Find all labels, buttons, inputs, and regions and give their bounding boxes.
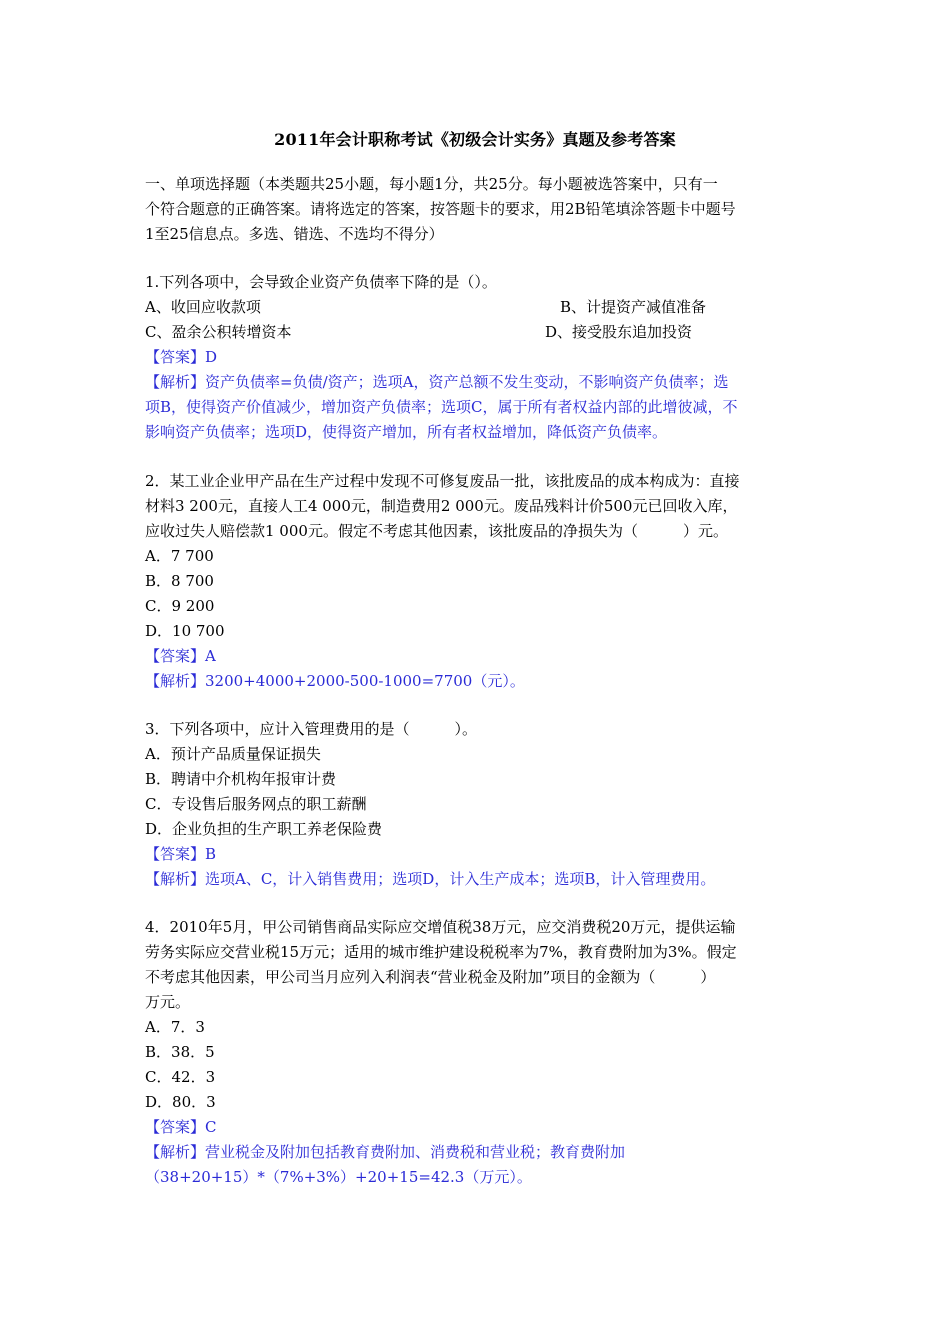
question-text: 材料3 200元，直接人工4 000元，制造费用2 000元。废品残料计价500元已回收入库， [145,497,738,515]
analysis-line: 【解析】资产负债率=负债/资产；选项A，资产总额不发生变动，不影响资产负债率；选 [145,373,729,391]
option-b: B．38．5 [145,1043,215,1061]
question-text: 劳务实际应交营业税15万元；适用的城市维护建设税税率为7%，教育费附加为3%。假定 [145,943,737,961]
option-b: B．8 700 [145,572,214,590]
question-text: 1.下列各项中，会导致企业资产负债率下降的是（）。 [145,273,497,291]
analysis-line: 影响资产负债率；选项D，使得资产增加，所有者权益增加，降低资产负债率。 [145,423,668,441]
analysis-line: 【解析】3200+4000+2000-500-1000=7700（元）。 [145,672,525,690]
section-intro-line: 一、单项选择题（本类题共25小题，每小题1分，共25分。每小题被选答案中，只有一 [145,175,718,193]
answer: 【答案】A [145,647,216,665]
option-c: C．9 200 [145,597,215,615]
question-text: 3．下列各项中，应计入管理费用的是（ ）。 [145,720,478,738]
analysis-line: 【解析】选项A、C，计入销售费用；选项D，计入生产成本；选项B，计入管理费用。 [145,870,716,888]
question-4 [145,915,815,1190]
option-d: D．企业负担的生产职工养老保险费 [145,820,383,838]
analysis-line: （38+20+15）*（7%+3%）+20+15=42.3（万元）。 [145,1168,532,1186]
section-intro-line: 个符合题意的正确答案。请将选定的答案，按答题卡的要求，用2B铅笔填涂答题卡中题号 [145,200,736,218]
analysis-line: 项B，使得资产价值减少，增加资产负债率；选项C，属于所有者权益内部的此增彼减，不 [145,398,738,416]
option-d: D．10 700 [145,622,225,640]
question-text: 4．2010年5月，甲公司销售商品实际应交增值税38万元，应交消费税20万元，提供运输 [145,918,736,936]
question-3 [145,717,815,892]
question-text: 应收过失人赔偿款1 000元。假定不考虑其他因素，该批废品的净损失为（ ）元。 [145,522,728,540]
question-text: 2．某工业企业甲产品在生产过程中发现不可修复废品一批，该批废品的成本构成为：直接 [145,472,740,490]
option-b: B、计提资产减值准备 [560,298,707,316]
answer: 【答案】C [145,1118,217,1136]
option-row [145,320,815,345]
option-a: A．7．3 [145,1018,205,1036]
option-c: C、盈余公积转增资本 [145,323,292,341]
option-a: A．7 700 [145,547,214,565]
question-2 [145,469,815,694]
section-intro [145,172,815,247]
option-d: D、接受股东追加投资 [545,323,693,341]
question-1 [145,270,815,445]
option-a: A、收回应收款项 [145,298,261,316]
option-a: A．预计产品质量保证损失 [145,745,321,763]
analysis-line: 【解析】营业税金及附加包括教育费附加、消费税和营业税；教育费附加 [145,1143,626,1161]
option-c: C．专设售后服务网点的职工薪酬 [145,795,367,813]
question-text: 不考虑其他因素，甲公司当月应列入利润表“营业税金及附加”项目的金额为（ ） [145,968,716,986]
option-row [145,295,815,320]
question-text: 万元。 [145,993,191,1011]
option-b: B．聘请中介机构年报审计费 [145,770,337,788]
option-c: C．42．3 [145,1068,216,1086]
answer: 【答案】B [145,845,217,863]
answer: 【答案】D [145,348,218,366]
section-intro-line: 1至25信息点。多选、错选、不选均不得分） [145,225,444,243]
document-title: 2011年会计职称考试《初级会计实务》真题及参考答案 [274,130,676,149]
option-d: D．80．3 [145,1093,216,1111]
